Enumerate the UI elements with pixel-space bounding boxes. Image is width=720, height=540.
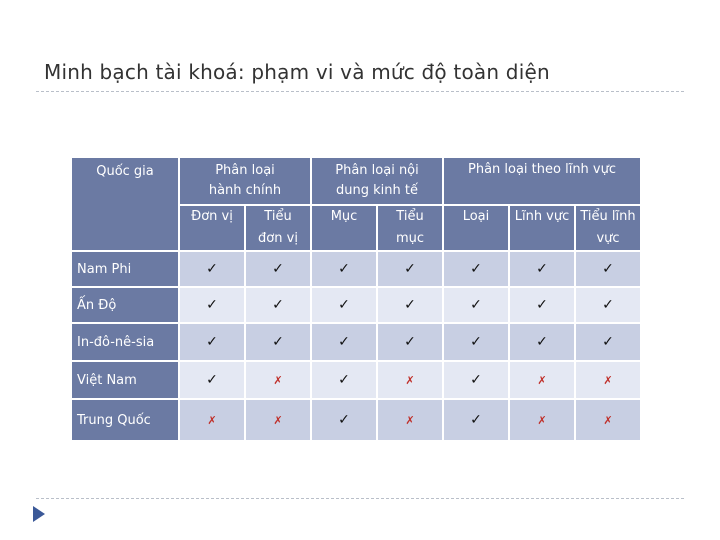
country-rows [72, 252, 640, 440]
status-cell [510, 288, 574, 322]
status-cell [444, 362, 508, 398]
cross-icon: ✗ [603, 413, 613, 427]
status-cell [444, 400, 508, 440]
country-name: Ấn Độ [72, 288, 178, 322]
status-cell [510, 252, 574, 286]
check-icon: ✓ [338, 261, 350, 277]
sub-header-label: Đơn vị [191, 209, 233, 224]
status-cell [576, 324, 640, 360]
cross-icon: ✗ [603, 373, 613, 387]
cross-icon: ✗ [537, 413, 547, 427]
check-icon: ✓ [536, 297, 548, 313]
check-icon: ✓ [470, 334, 482, 350]
sub-header-label: Tiểu lĩnh vực [580, 209, 636, 246]
status-cell [378, 362, 442, 398]
status-cell [312, 288, 376, 322]
sub-header-cell [510, 206, 574, 250]
footer-divider [36, 498, 684, 499]
sub-header-cell [378, 206, 442, 250]
check-icon: ✓ [470, 372, 482, 388]
cross-icon: ✗ [405, 373, 415, 387]
economic-group-header [312, 158, 442, 204]
status-cell [378, 288, 442, 322]
check-icon: ✓ [338, 334, 350, 350]
country-name: Trung Quốc [72, 400, 178, 440]
status-cell [312, 400, 376, 440]
sub-header-cell [312, 206, 376, 250]
check-icon: ✓ [206, 334, 218, 350]
check-icon: ✓ [272, 261, 284, 277]
country-name: Việt Nam [72, 362, 178, 398]
status-cell [576, 362, 640, 398]
cross-icon: ✗ [273, 373, 283, 387]
table-row [72, 324, 640, 360]
admin-group-label: Phân loại hành chính [208, 163, 282, 198]
status-cell [444, 252, 508, 286]
slide-title: Minh bạch tài khoá: phạm vi và mức độ toàn diện [44, 60, 550, 84]
table-row [72, 252, 640, 286]
check-icon: ✓ [404, 261, 416, 277]
sub-header-cell [180, 206, 244, 250]
check-icon: ✓ [470, 412, 482, 428]
status-cell [510, 400, 574, 440]
check-icon: ✓ [272, 334, 284, 350]
sub-header-label: Loại [462, 209, 490, 224]
admin-group-header [180, 158, 310, 204]
check-icon: ✓ [272, 297, 284, 313]
sector-group-header [444, 158, 640, 204]
economic-group-label: Phân loại nội dung kinh tế [335, 163, 419, 198]
status-cell [576, 288, 640, 322]
check-icon: ✓ [602, 261, 614, 277]
sub-header-label: Tiểu mục [395, 209, 425, 246]
check-icon: ✓ [206, 261, 218, 277]
status-cell [246, 324, 310, 360]
check-icon: ✓ [338, 412, 350, 428]
country-name: Nam Phi [72, 252, 178, 286]
status-cell [510, 362, 574, 398]
sub-header-cell [246, 206, 310, 250]
table-row [72, 362, 640, 398]
slide-bullet-icon [33, 506, 45, 522]
check-icon: ✓ [338, 372, 350, 388]
status-cell [246, 400, 310, 440]
status-cell [180, 288, 244, 322]
status-cell [312, 252, 376, 286]
status-cell [180, 400, 244, 440]
cross-icon: ✗ [537, 373, 547, 387]
status-cell [576, 252, 640, 286]
status-cell [180, 324, 244, 360]
check-icon: ✓ [206, 297, 218, 313]
check-icon: ✓ [338, 297, 350, 313]
title-divider [36, 91, 684, 92]
check-icon: ✓ [536, 334, 548, 350]
check-icon: ✓ [206, 372, 218, 388]
sub-header-cell [576, 206, 640, 250]
status-cell [246, 288, 310, 322]
status-cell [312, 324, 376, 360]
status-cell [378, 252, 442, 286]
sub-header-cell [444, 206, 508, 250]
sub-header-label: Tiểu đơn vị [258, 209, 298, 246]
status-cell [444, 324, 508, 360]
status-cell [312, 362, 376, 398]
check-icon: ✓ [602, 297, 614, 313]
country-column-header [72, 158, 178, 250]
status-cell [444, 288, 508, 322]
status-cell [246, 362, 310, 398]
check-icon: ✓ [602, 334, 614, 350]
check-icon: ✓ [404, 334, 416, 350]
check-icon: ✓ [470, 261, 482, 277]
sub-header-label: Lĩnh vực [514, 209, 570, 224]
check-icon: ✓ [536, 261, 548, 277]
check-icon: ✓ [404, 297, 416, 313]
status-cell [510, 324, 574, 360]
status-cell [378, 400, 442, 440]
cross-icon: ✗ [405, 413, 415, 427]
status-cell [180, 362, 244, 398]
transparency-table [70, 156, 642, 442]
country-name: In-đô-nê-sia [72, 324, 178, 360]
check-icon: ✓ [470, 297, 482, 313]
country-header-label: Quốc gia [96, 164, 154, 179]
sector-group-label: Phân loại theo lĩnh vực [467, 162, 617, 177]
group-header-row [72, 158, 640, 204]
status-cell [246, 252, 310, 286]
table-row [72, 400, 640, 440]
table-row [72, 288, 640, 322]
cross-icon: ✗ [273, 413, 283, 427]
status-cell [180, 252, 244, 286]
status-cell [378, 324, 442, 360]
sub-header-label: Mục [330, 209, 358, 224]
cross-icon: ✗ [207, 413, 217, 427]
status-cell [576, 400, 640, 440]
